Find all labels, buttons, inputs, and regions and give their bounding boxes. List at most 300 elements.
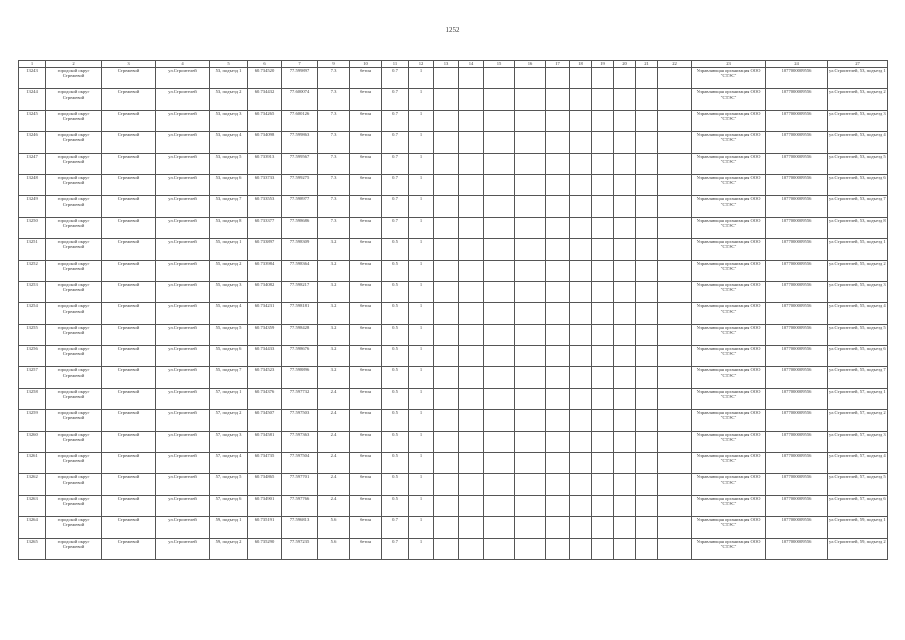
empty-cell <box>592 388 614 409</box>
area-cell: 7.3 <box>318 196 350 217</box>
address-cell: ул.Строителей, 53, подъезд 2 <box>828 89 888 110</box>
volume-cell: 0.7 <box>382 517 409 538</box>
latitude-cell: 60.735191 <box>248 517 282 538</box>
city-cell: Стрежевой <box>102 453 156 474</box>
column-number-cell: 15 <box>484 61 515 68</box>
empty-cell <box>546 132 570 153</box>
empty-cell <box>546 281 570 302</box>
empty-cell <box>515 132 546 153</box>
volume-cell: 0.5 <box>382 281 409 302</box>
column-number-cell: 13 <box>434 61 459 68</box>
organization-cell: Управляющая организация ООО "СТЭС" <box>692 303 766 324</box>
count-cell: 1 <box>409 538 434 559</box>
empty-cell <box>515 495 546 516</box>
column-number-cell: 7 <box>282 61 318 68</box>
empty-cell <box>614 303 636 324</box>
house-cell: 55, подъезд 3 <box>210 281 248 302</box>
table-row <box>19 68 888 89</box>
empty-cell <box>614 517 636 538</box>
empty-cell <box>614 260 636 281</box>
empty-cell <box>658 517 692 538</box>
empty-cell <box>658 217 692 238</box>
empty-cell <box>484 153 515 174</box>
empty-cell <box>658 367 692 388</box>
empty-cell <box>546 110 570 131</box>
latitude-cell: 60.733984 <box>248 260 282 281</box>
empty-cell <box>570 517 592 538</box>
latitude-cell: 60.734865 <box>248 474 282 495</box>
organization-cell: Управляющая организация ООО "СТЭС" <box>692 410 766 431</box>
column-number-row <box>19 61 888 68</box>
longitude-cell: 77.598896 <box>282 367 318 388</box>
register-body <box>19 61 888 560</box>
organization-cell: Управляющая организация ООО "СТЭС" <box>692 132 766 153</box>
street-cell: ул.Строителей <box>156 538 210 559</box>
empty-cell <box>459 367 484 388</box>
record-id-cell: 13258 <box>19 388 46 409</box>
empty-cell <box>434 538 459 559</box>
district-cell: городской округ Стрежевой <box>46 132 102 153</box>
column-number-cell: 12 <box>409 61 434 68</box>
empty-cell <box>570 367 592 388</box>
column-number-cell: 10 <box>350 61 382 68</box>
empty-cell <box>515 303 546 324</box>
table-row <box>19 239 888 260</box>
empty-cell <box>434 239 459 260</box>
longitude-cell: 77.597732 <box>282 388 318 409</box>
city-cell: Стрежевой <box>102 153 156 174</box>
longitude-cell: 77.597701 <box>282 474 318 495</box>
area-cell: 3.2 <box>318 303 350 324</box>
organization-cell: Управляющая организация ООО "СТЭС" <box>692 68 766 89</box>
longitude-cell: 77.598428 <box>282 324 318 345</box>
district-cell: городской округ Стрежевой <box>46 281 102 302</box>
empty-cell <box>546 89 570 110</box>
count-cell: 1 <box>409 153 434 174</box>
volume-cell: 0.5 <box>382 495 409 516</box>
empty-cell <box>546 153 570 174</box>
organization-cell: Управляющая организация ООО "СТЭС" <box>692 474 766 495</box>
ogrn-cell: 1077000009556 <box>766 410 828 431</box>
organization-cell: Управляющая организация ООО "СТЭС" <box>692 281 766 302</box>
empty-cell <box>592 474 614 495</box>
longitude-cell: 77.597235 <box>282 538 318 559</box>
record-id-cell: 13262 <box>19 474 46 495</box>
empty-cell <box>434 281 459 302</box>
empty-cell <box>592 495 614 516</box>
area-cell: 5.6 <box>318 538 350 559</box>
empty-cell <box>636 110 658 131</box>
empty-cell <box>515 346 546 367</box>
empty-cell <box>546 68 570 89</box>
empty-cell <box>592 303 614 324</box>
empty-cell <box>515 217 546 238</box>
house-cell: 57, подъезд 5 <box>210 474 248 495</box>
empty-cell <box>592 346 614 367</box>
empty-cell <box>434 346 459 367</box>
volume-cell: 0.7 <box>382 538 409 559</box>
empty-cell <box>546 388 570 409</box>
address-cell: ул.Строителей, 53, подъезд 4 <box>828 132 888 153</box>
house-cell: 53, подъезд 4 <box>210 132 248 153</box>
organization-cell: Управляющая организация ООО "СТЭС" <box>692 324 766 345</box>
empty-cell <box>614 495 636 516</box>
empty-cell <box>592 367 614 388</box>
cover-cell: бетон <box>350 110 382 131</box>
volume-cell: 0.5 <box>382 239 409 260</box>
empty-cell <box>459 153 484 174</box>
street-cell: ул.Строителей <box>156 153 210 174</box>
district-cell: городской округ Стрежевой <box>46 495 102 516</box>
empty-cell <box>546 174 570 195</box>
organization-cell: Управляющая организация ООО "СТЭС" <box>692 495 766 516</box>
empty-cell <box>459 431 484 452</box>
empty-cell <box>515 474 546 495</box>
empty-cell <box>484 132 515 153</box>
empty-cell <box>658 474 692 495</box>
column-number-cell: 3 <box>102 61 156 68</box>
count-cell: 1 <box>409 367 434 388</box>
street-cell: ул.Строителей <box>156 281 210 302</box>
empty-cell <box>614 196 636 217</box>
district-cell: городской округ Стрежевой <box>46 538 102 559</box>
column-number-cell: 9 <box>318 61 350 68</box>
empty-cell <box>636 538 658 559</box>
latitude-cell: 60.734433 <box>248 346 282 367</box>
area-cell: 3.2 <box>318 260 350 281</box>
empty-cell <box>515 453 546 474</box>
table-row <box>19 260 888 281</box>
empty-cell <box>484 89 515 110</box>
street-cell: ул.Строителей <box>156 517 210 538</box>
record-id-cell: 13255 <box>19 324 46 345</box>
organization-cell: Управляющая организация ООО "СТЭС" <box>692 239 766 260</box>
empty-cell <box>570 495 592 516</box>
empty-cell <box>484 517 515 538</box>
district-cell: городской округ Стрежевой <box>46 196 102 217</box>
district-cell: городской округ Стрежевой <box>46 217 102 238</box>
area-cell: 2.4 <box>318 453 350 474</box>
empty-cell <box>636 388 658 409</box>
address-cell: ул.Строителей, 55, подъезд 3 <box>828 281 888 302</box>
empty-cell <box>636 217 658 238</box>
latitude-cell: 60.734507 <box>248 410 282 431</box>
organization-cell: Управляющая организация ООО "СТЭС" <box>692 153 766 174</box>
empty-cell <box>515 239 546 260</box>
area-cell: 3.2 <box>318 346 350 367</box>
latitude-cell: 60.734376 <box>248 388 282 409</box>
empty-cell <box>658 153 692 174</box>
address-cell: ул.Строителей, 53, подъезд 7 <box>828 196 888 217</box>
organization-cell: Управляющая организация ООО "СТЭС" <box>692 346 766 367</box>
empty-cell <box>592 68 614 89</box>
empty-cell <box>515 538 546 559</box>
table-row <box>19 110 888 131</box>
empty-cell <box>434 367 459 388</box>
ogrn-cell: 1077000009556 <box>766 132 828 153</box>
empty-cell <box>484 303 515 324</box>
empty-cell <box>484 474 515 495</box>
organization-cell: Управляющая организация ООО "СТЭС" <box>692 517 766 538</box>
volume-cell: 0.5 <box>382 303 409 324</box>
table-row <box>19 367 888 388</box>
empty-cell <box>459 110 484 131</box>
empty-cell <box>484 367 515 388</box>
empty-cell <box>592 538 614 559</box>
table-row <box>19 132 888 153</box>
empty-cell <box>592 324 614 345</box>
column-number-cell: 22 <box>658 61 692 68</box>
record-id-cell: 13265 <box>19 538 46 559</box>
longitude-cell: 77.599275 <box>282 174 318 195</box>
city-cell: Стрежевой <box>102 303 156 324</box>
empty-cell <box>636 453 658 474</box>
address-cell: ул.Строителей, 57, подъезд 5 <box>828 474 888 495</box>
organization-cell: Управляющая организация ООО "СТЭС" <box>692 217 766 238</box>
longitude-cell: 77.598676 <box>282 346 318 367</box>
city-cell: Стрежевой <box>102 110 156 131</box>
empty-cell <box>592 110 614 131</box>
table-row <box>19 196 888 217</box>
table-row <box>19 431 888 452</box>
empty-cell <box>570 217 592 238</box>
city-cell: Стрежевой <box>102 346 156 367</box>
count-cell: 1 <box>409 174 434 195</box>
record-id-cell: 13247 <box>19 153 46 174</box>
empty-cell <box>484 217 515 238</box>
district-cell: городской округ Стрежевой <box>46 431 102 452</box>
empty-cell <box>459 303 484 324</box>
street-cell: ул.Строителей <box>156 260 210 281</box>
table-row <box>19 281 888 302</box>
empty-cell <box>614 367 636 388</box>
ogrn-cell: 1077000009556 <box>766 153 828 174</box>
address-cell: ул.Строителей, 57, подъезд 2 <box>828 410 888 431</box>
empty-cell <box>658 410 692 431</box>
city-cell: Стрежевой <box>102 132 156 153</box>
count-cell: 1 <box>409 410 434 431</box>
empty-cell <box>484 431 515 452</box>
ogrn-cell: 1077000009556 <box>766 538 828 559</box>
cover-cell: бетон <box>350 153 382 174</box>
latitude-cell: 60.733377 <box>248 217 282 238</box>
empty-cell <box>515 153 546 174</box>
empty-cell <box>658 346 692 367</box>
volume-cell: 0.7 <box>382 110 409 131</box>
empty-cell <box>434 324 459 345</box>
empty-cell <box>614 324 636 345</box>
empty-cell <box>459 410 484 431</box>
count-cell: 1 <box>409 324 434 345</box>
address-cell: ул.Строителей, 53, подъезд 1 <box>828 68 888 89</box>
cover-cell: бетон <box>350 281 382 302</box>
area-cell: 7.3 <box>318 132 350 153</box>
latitude-cell: 60.733733 <box>248 174 282 195</box>
record-id-cell: 13257 <box>19 367 46 388</box>
empty-cell <box>658 303 692 324</box>
longitude-cell: 77.598686 <box>282 217 318 238</box>
empty-cell <box>570 260 592 281</box>
empty-cell <box>636 303 658 324</box>
house-cell: 55, подъезд 6 <box>210 346 248 367</box>
latitude-cell: 60.734359 <box>248 324 282 345</box>
empty-cell <box>592 239 614 260</box>
house-cell: 59, подъезд 1 <box>210 517 248 538</box>
longitude-cell: 77.600074 <box>282 89 318 110</box>
cover-cell: бетон <box>350 217 382 238</box>
empty-cell <box>459 346 484 367</box>
empty-cell <box>592 260 614 281</box>
table-row <box>19 346 888 367</box>
house-cell: 55, подъезд 4 <box>210 303 248 324</box>
table-row <box>19 89 888 110</box>
empty-cell <box>636 89 658 110</box>
empty-cell <box>658 495 692 516</box>
address-cell: ул.Строителей, 53, подъезд 6 <box>828 174 888 195</box>
area-cell: 3.2 <box>318 367 350 388</box>
empty-cell <box>592 453 614 474</box>
record-id-cell: 13256 <box>19 346 46 367</box>
empty-cell <box>434 453 459 474</box>
count-cell: 1 <box>409 239 434 260</box>
register-table <box>18 60 888 560</box>
street-cell: ул.Строителей <box>156 346 210 367</box>
organization-cell: Управляющая организация ООО "СТЭС" <box>692 196 766 217</box>
organization-cell: Управляющая организация ООО "СТЭС" <box>692 89 766 110</box>
empty-cell <box>546 517 570 538</box>
empty-cell <box>636 260 658 281</box>
ogrn-cell: 1077000009556 <box>766 303 828 324</box>
count-cell: 1 <box>409 346 434 367</box>
empty-cell <box>459 388 484 409</box>
empty-cell <box>570 110 592 131</box>
volume-cell: 0.7 <box>382 89 409 110</box>
city-cell: Стрежевой <box>102 474 156 495</box>
record-id-cell: 13244 <box>19 89 46 110</box>
area-cell: 2.4 <box>318 474 350 495</box>
ogrn-cell: 1077000009556 <box>766 281 828 302</box>
table-row <box>19 453 888 474</box>
empty-cell <box>484 260 515 281</box>
empty-cell <box>546 196 570 217</box>
empty-cell <box>484 196 515 217</box>
record-id-cell: 13263 <box>19 495 46 516</box>
longitude-cell: 77.597504 <box>282 453 318 474</box>
area-cell: 7.3 <box>318 174 350 195</box>
empty-cell <box>484 388 515 409</box>
column-number-cell: 2 <box>46 61 102 68</box>
empty-cell <box>459 281 484 302</box>
empty-cell <box>592 431 614 452</box>
house-cell: 53, подъезд 8 <box>210 217 248 238</box>
volume-cell: 0.5 <box>382 388 409 409</box>
ogrn-cell: 1077000009556 <box>766 239 828 260</box>
longitude-cell: 77.598977 <box>282 196 318 217</box>
empty-cell <box>658 239 692 260</box>
empty-cell <box>592 217 614 238</box>
address-cell: ул.Строителей, 59, подъезд 2 <box>828 538 888 559</box>
empty-cell <box>515 517 546 538</box>
cover-cell: бетон <box>350 453 382 474</box>
empty-cell <box>570 538 592 559</box>
empty-cell <box>636 346 658 367</box>
empty-cell <box>614 89 636 110</box>
latitude-cell: 60.734231 <box>248 303 282 324</box>
latitude-cell: 60.734098 <box>248 132 282 153</box>
count-cell: 1 <box>409 388 434 409</box>
count-cell: 1 <box>409 474 434 495</box>
organization-cell: Управляющая организация ООО "СТЭС" <box>692 260 766 281</box>
cover-cell: бетон <box>350 388 382 409</box>
empty-cell <box>592 281 614 302</box>
organization-cell: Управляющая организация ООО "СТЭС" <box>692 388 766 409</box>
district-cell: городской округ Стрежевой <box>46 174 102 195</box>
street-cell: ул.Строителей <box>156 110 210 131</box>
address-cell: ул.Строителей, 55, подъезд 4 <box>828 303 888 324</box>
cover-cell: бетон <box>350 474 382 495</box>
empty-cell <box>592 153 614 174</box>
volume-cell: 0.5 <box>382 474 409 495</box>
column-number-cell: 6 <box>248 61 282 68</box>
city-cell: Стрежевой <box>102 410 156 431</box>
address-cell: ул.Строителей, 57, подъезд 4 <box>828 453 888 474</box>
ogrn-cell: 1077000009556 <box>766 431 828 452</box>
record-id-cell: 13260 <box>19 431 46 452</box>
house-cell: 57, подъезд 6 <box>210 495 248 516</box>
house-cell: 55, подъезд 7 <box>210 367 248 388</box>
record-id-cell: 13261 <box>19 453 46 474</box>
cover-cell: бетон <box>350 174 382 195</box>
empty-cell <box>658 196 692 217</box>
table-row <box>19 388 888 409</box>
area-cell: 2.4 <box>318 388 350 409</box>
empty-cell <box>614 217 636 238</box>
empty-cell <box>546 303 570 324</box>
empty-cell <box>570 431 592 452</box>
record-id-cell: 13253 <box>19 281 46 302</box>
empty-cell <box>546 538 570 559</box>
address-cell: ул.Строителей, 55, подъезд 1 <box>828 239 888 260</box>
empty-cell <box>515 260 546 281</box>
city-cell: Стрежевой <box>102 388 156 409</box>
area-cell: 2.4 <box>318 431 350 452</box>
count-cell: 1 <box>409 517 434 538</box>
longitude-cell: 77.598364 <box>282 260 318 281</box>
district-cell: городской округ Стрежевой <box>46 303 102 324</box>
column-number-cell: 14 <box>459 61 484 68</box>
count-cell: 1 <box>409 260 434 281</box>
table-row <box>19 174 888 195</box>
empty-cell <box>459 239 484 260</box>
district-cell: городской округ Стрежевой <box>46 110 102 131</box>
empty-cell <box>636 367 658 388</box>
record-id-cell: 13254 <box>19 303 46 324</box>
longitude-cell: 77.597503 <box>282 410 318 431</box>
record-id-cell: 13251 <box>19 239 46 260</box>
empty-cell <box>570 324 592 345</box>
latitude-cell: 60.733897 <box>248 239 282 260</box>
empty-cell <box>484 281 515 302</box>
empty-cell <box>592 132 614 153</box>
empty-cell <box>459 453 484 474</box>
count-cell: 1 <box>409 89 434 110</box>
ogrn-cell: 1077000009556 <box>766 453 828 474</box>
empty-cell <box>546 239 570 260</box>
empty-cell <box>614 153 636 174</box>
empty-cell <box>570 196 592 217</box>
empty-cell <box>515 196 546 217</box>
district-cell: городской округ Стрежевой <box>46 346 102 367</box>
